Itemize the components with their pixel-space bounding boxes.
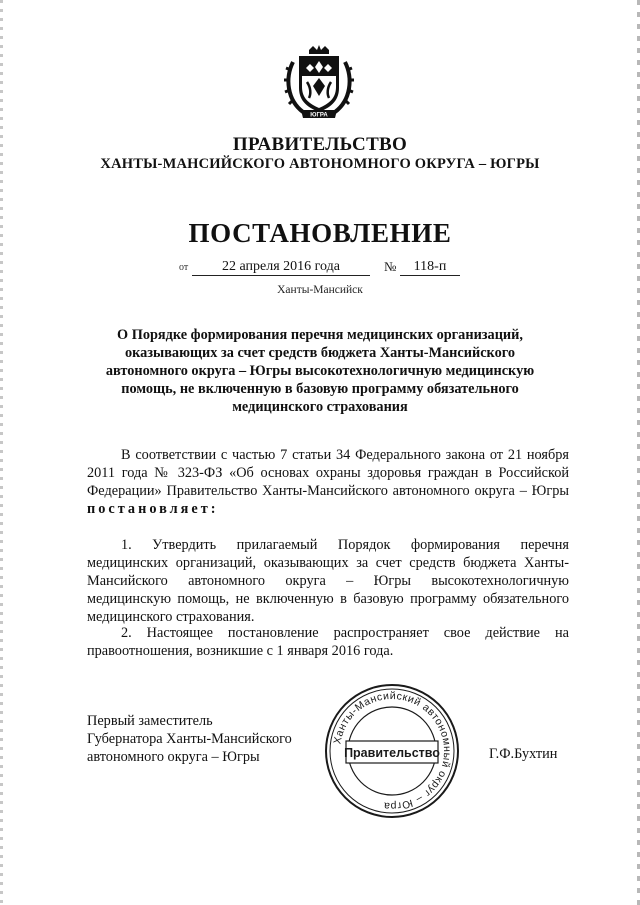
signer-position <box>87 712 292 766</box>
signer-position-line-2: Губернатора Ханты-Мансийского <box>87 731 292 747</box>
official-stamp <box>322 681 462 821</box>
item-1-paragraph <box>87 536 569 626</box>
preamble-paragraph <box>87 446 569 518</box>
preamble-text: В соответствии с частью 7 статьи 34 Федерального закона от 21 ноября 2011 года № 323-ФЗ «Об основах охраны здоровья граждан в Российской Федерации» Правительство Ханты-Мансийского автономного округа – Югры <box>87 447 569 499</box>
item-1-text: 1. Утвердить прилагаемый Порядок формирования перечня медицинских организаций, оказывающих за счет средств бюджета Ханты-Мансийского автономного округа – Югры высокотехнологичную медицинскую помощь, не включенную в базовую программу обязательного медицинского страхования. <box>87 537 569 625</box>
signer-position-line-1: Первый заместитель <box>87 713 213 729</box>
coat-of-arms-icon <box>283 44 355 122</box>
signer-position-line-3: автономного округа – Югры <box>87 749 260 765</box>
resolves-word: постановляет: <box>87 501 219 517</box>
stamp-center-text: Правительство <box>344 746 440 760</box>
item-2-paragraph <box>87 624 569 660</box>
signer-name: Г.Ф.Бухтин <box>489 746 558 762</box>
document-date: 22 апреля 2016 года <box>192 259 370 276</box>
document-type: ПОСТАНОВЛЕНИЕ <box>188 218 452 248</box>
government-subtitle: ХАНТЫ-МАНСИЙСКОГО АВТОНОМНОГО ОКРУГА – ЮГРЫ <box>100 156 540 172</box>
stamp-ring-text: Ханты-Мансийский автономный округ – Югра <box>331 689 454 813</box>
city: Ханты-Мансийск <box>277 284 363 296</box>
document-number: 118-п <box>400 259 460 276</box>
item-2-text: 2. Настоящее постановление распространяет свое действие на правоотношения, возникшие с 1 января 2016 года. <box>87 625 569 659</box>
number-prefix: № <box>384 259 397 274</box>
document-subject: О Порядке формирования перечня медицинских организаций, оказывающих за счет средств бюджета Ханты-Мансийского автономного округа – Югры высокотехнологичную медицинскую помощь, не включенную в базовую программу обязательного медицинского страхования <box>105 327 535 415</box>
date-prefix: от <box>179 262 189 273</box>
emblem-ribbon-text: ЮГРА <box>310 112 328 119</box>
government-title: ПРАВИТЕЛЬСТВО <box>232 134 408 155</box>
